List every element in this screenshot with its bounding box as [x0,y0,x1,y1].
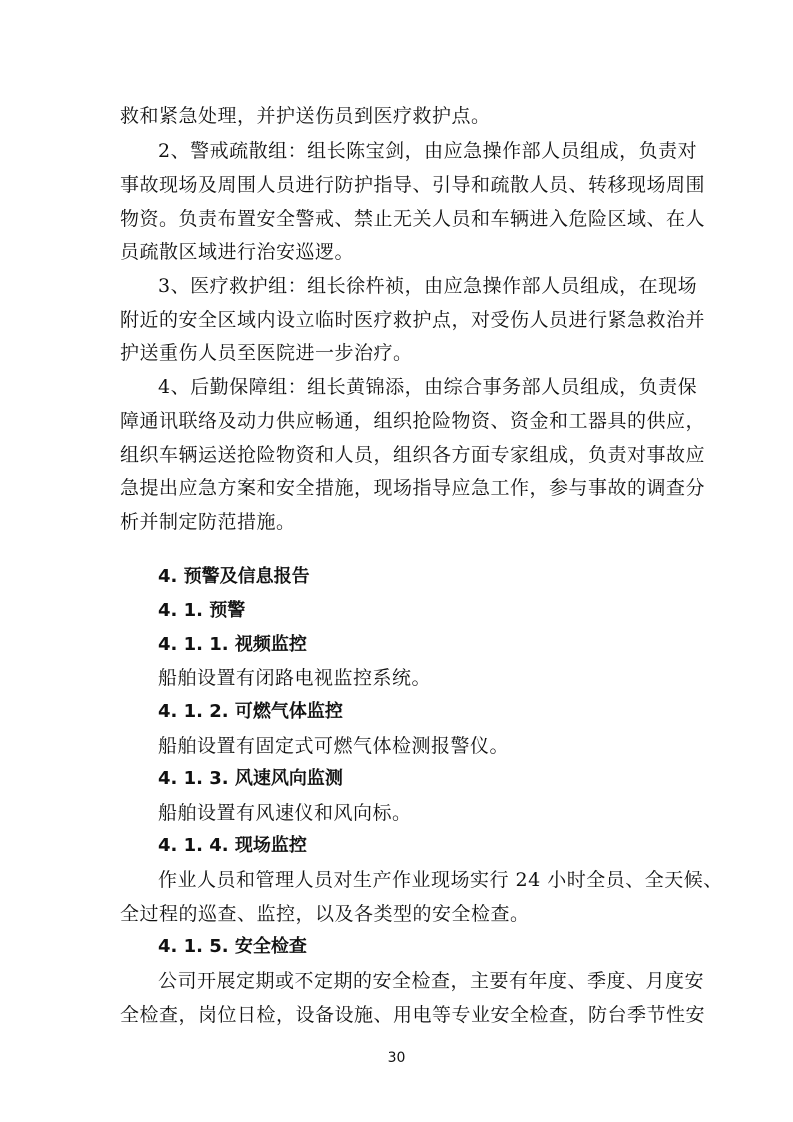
body-text: 全检查，岗位日检，设备设施、用电等专业安全检查，防台季节性安 [120,1004,706,1026]
body-text: 船舶设置有风速仪和风向标。 [158,802,412,824]
page-number: 30 [387,1050,406,1066]
paragraph-line: 急提出应急方案和安全措施，现场指导应急工作，参与事故的调查分 [120,477,706,499]
paragraph-line: 护送重伤人员至医院进一步治疗。 [120,342,413,364]
paragraph-line: 组织车辆运送抢险物资和人员，组织各方面专家组成，负责对事故应 [120,444,706,466]
paragraph-line: 附近的安全区域内设立临时医疗救护点，对受伤人员进行紧急救治并 [120,309,706,331]
paragraph-line: 救和紧急处理，并护送伤员到医疗救护点。 [120,105,491,127]
body-text: 船舶设置有固定式可燃气体检测报警仪。 [158,735,510,757]
paragraph-line: 物资。负责布置安全警戒、禁止无关人员和车辆进入危险区域、在人 [120,208,706,230]
subsection-heading: 4. 1. 预警 [158,600,246,621]
subsubsection-heading: 4. 1. 4. 现场监控 [158,835,307,856]
body-text: 公司开展定期或不定期的安全检查，主要有年度、季度、月度安 [158,970,705,992]
paragraph-line: 事故现场及周围人员进行防护指导、引导和疏散人员、转移现场周围 [120,174,706,196]
body-text: 作业人员和管理人员对生产作业现场实行 24 小时全员、全天候、 [158,869,723,891]
paragraph-line: 3、医疗救护组：组长徐杵祯，由应急操作部人员组成，在现场 [158,275,698,297]
section-heading: 4. 预警及信息报告 [158,566,310,587]
subsubsection-heading: 4. 1. 3. 风速风向监测 [158,768,343,789]
paragraph-line: 障通讯联络及动力供应畅通，组织抢险物资、资金和工器具的供应， [120,410,706,432]
subsubsection-heading: 4. 1. 2. 可燃气体监控 [158,701,343,722]
subsubsection-heading: 4. 1. 5. 安全检查 [158,936,307,957]
paragraph-line: 2、警戒疏散组：组长陈宝剑，由应急操作部人员组成，负责对 [158,140,698,162]
paragraph-line: 4、后勤保障组：组长黄锦添，由综合事务部人员组成，负责保 [158,376,698,398]
body-text: 船舶设置有闭路电视监控系统。 [158,667,432,689]
subsubsection-heading: 4. 1. 1. 视频监控 [158,634,307,655]
paragraph-line: 员疏散区域进行治安巡逻。 [120,241,355,263]
paragraph-line: 析并制定防范措施。 [120,511,296,533]
body-text: 全过程的巡查、监控，以及各类型的安全检查。 [120,903,530,925]
